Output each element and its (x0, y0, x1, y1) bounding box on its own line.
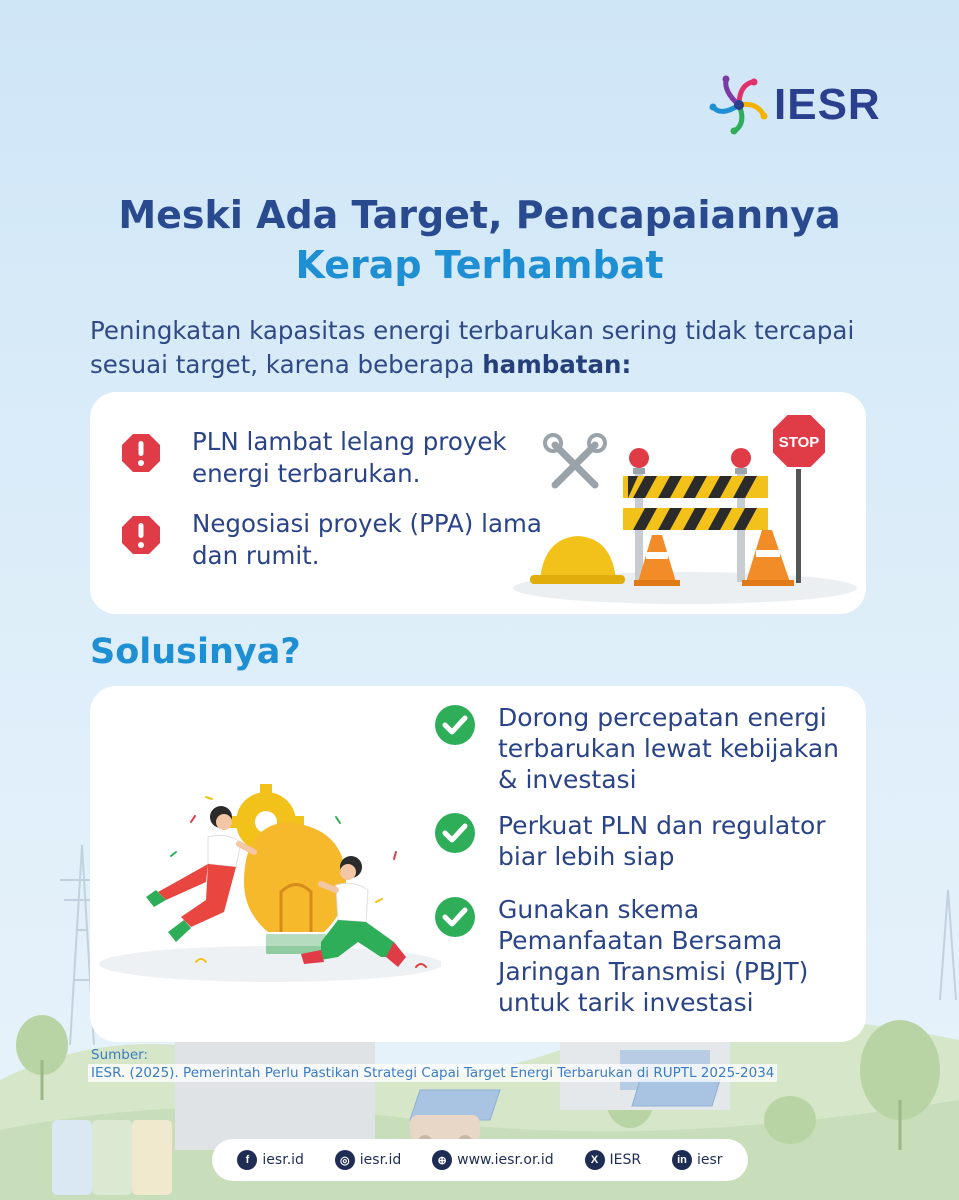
social-label: www.iesr.or.id (457, 1152, 554, 1168)
x-icon: X (585, 1150, 605, 1170)
tools-icon (555, 445, 595, 485)
facebook-icon: f (237, 1150, 257, 1170)
social-linkedin[interactable] (672, 1150, 723, 1170)
source-note (91, 1046, 777, 1082)
solutions-heading: Solusinya? (90, 632, 301, 672)
warning-icon (120, 432, 162, 474)
solution-text: Gunakan skema Pemanfaatan Bersama Jaringan Transmisi (PBJT) untuk tarik investasi (498, 895, 809, 1017)
social-website[interactable] (432, 1150, 554, 1170)
social-label: IESR (609, 1152, 642, 1168)
intro-body: Peningkatan kapasitas energi terbarukan sering tidak tercapai sesuai target, karena beberapa (90, 316, 855, 379)
source-label: Sumber: (91, 1047, 149, 1063)
solution-text: Dorong percepatan energi terbarukan lewat kebijakan & investasi (498, 703, 840, 794)
intro-bold: hambatan: (482, 350, 632, 379)
solutions-card (90, 686, 866, 1042)
hard-hat-icon (530, 536, 625, 584)
teamwork-illustration (96, 782, 441, 997)
social-label: iesr.id (359, 1152, 402, 1168)
solution-text: Perkuat PLN dan regulator biar lebih siap (498, 811, 826, 871)
stop-sign-label: STOP (778, 434, 820, 451)
page-title (0, 190, 959, 290)
obstacles-card (90, 392, 866, 614)
obstacle-text: Negosiasi proyek (PPA) lama dan rumit. (192, 509, 542, 570)
obstacle-text: PLN lambat lelang proyek energi terbarukan. (192, 427, 507, 488)
check-circle-icon (434, 812, 476, 854)
check-circle-icon (434, 704, 476, 746)
solution-item (434, 702, 858, 795)
iesr-logo-mark (708, 74, 770, 136)
traffic-cone-icon (742, 530, 794, 586)
social-instagram[interactable] (335, 1150, 402, 1170)
warning-icon (120, 514, 162, 556)
iesr-logo (708, 74, 881, 136)
brand-name: IESR (774, 80, 881, 129)
globe-icon: ⊕ (432, 1150, 452, 1170)
solution-item (434, 894, 858, 1018)
linkedin-icon: in (672, 1150, 692, 1170)
title-line-2: Kerap Terhambat (295, 243, 664, 287)
social-label: iesr (696, 1152, 723, 1168)
intro-text (90, 314, 890, 382)
social-label: iesr.id (262, 1152, 304, 1168)
social-facebook[interactable] (237, 1150, 304, 1170)
social-x[interactable] (585, 1150, 642, 1170)
source-citation: IESR. (2025). Pemerintah Perlu Pastikan Strategi Capai Target Energi Terbarukan di RUPTL 2025-2034 (91, 1065, 775, 1081)
check-circle-icon (434, 896, 476, 938)
instagram-icon: ◎ (335, 1150, 355, 1170)
social-bar (212, 1139, 748, 1181)
solution-item (434, 810, 858, 872)
title-line-1: Meski Ada Target, Pencapaiannya (118, 193, 841, 237)
